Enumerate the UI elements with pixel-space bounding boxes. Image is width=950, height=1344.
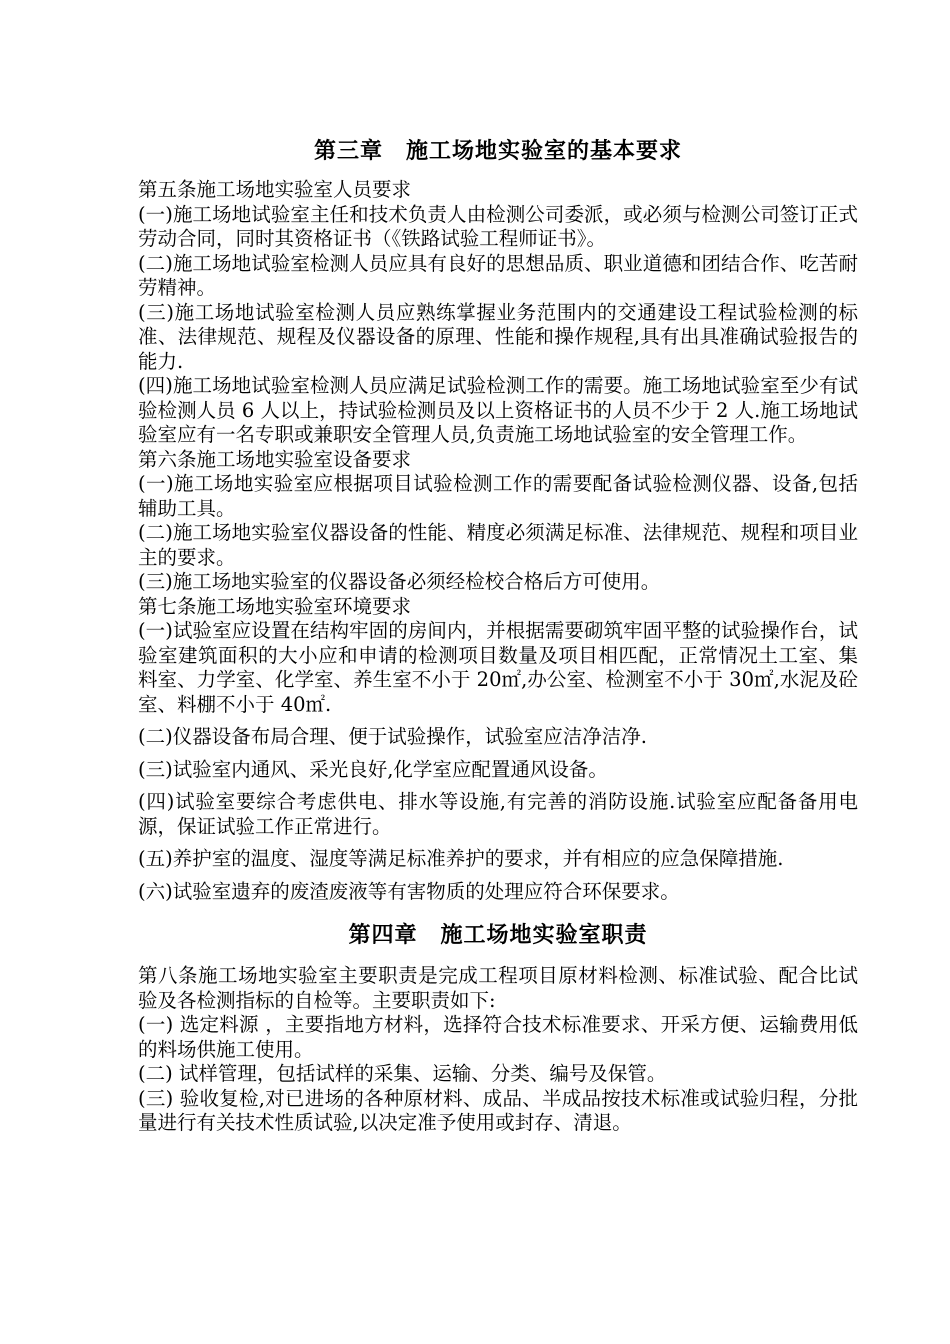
- article-7-item-1: (一)试验室应设置在结构牢固的房间内，并根据需要砌筑牢固平整的试验操作台，试验室建筑面积的大小应和申请的检测项目数量及项目相匹配，正常情况土工室、集料室、力学室、化学室、养生室不小于 20㎡,办公室、检测室不小于 30㎡,水泥及砼室、料棚不小于 40㎡.: [138, 619, 858, 716]
- article-7-item-3: (三)试验室内通风、采光良好,化学室应配置通风设备。: [138, 757, 608, 781]
- article-7-heading: 第七条施工场地实验室环境要求: [138, 594, 412, 618]
- article-8-item-1: (一) 选定料源 ，主要指地方材料，选择符合技术标准要求、开采方便、运输费用低的料场供施工使用。: [138, 1013, 858, 1061]
- article-8-item-3: (三) 验收复检,对已进场的各种原材料、成品、半成品按技术标准或试验归程，分批量进行有关技术性质试验,以决定准予使用或封存、清退。: [138, 1086, 858, 1134]
- article-6-item-3: (三)施工场地实验室的仪器设备必须经检校合格后方可使用。: [138, 570, 661, 593]
- article-8-item-2: (二) 试样管理，包括试样的采集、运输、分类、编号及保管。: [138, 1062, 667, 1085]
- document-page: [138, 130, 858, 1136]
- chapter-4-title: 第四章 施工场地实验室职责: [348, 923, 648, 948]
- article-7-item-6: (六)试验室遗弃的废渣废液等有害物质的处理应符合环保要求。: [138, 879, 680, 903]
- chapter-3-title: 第三章 施工场地实验室的基本要求: [313, 139, 682, 164]
- article-5-item-1: (一)施工场地试验室主任和技术负责人由检测公司委派，或必须与检测公司签订正式劳动合同，同时其资格证书（《铁路试验工程师证书》。: [138, 202, 858, 250]
- article-5-item-3: (三)施工场地试验室检测人员应熟练掌握业务范围内的交通建设工程试验检测的标准、法律规范、规程及仪器设备的原理、性能和操作规程,具有出具准确试验报告的能力.: [138, 300, 858, 373]
- article-6-item-2: (二)施工场地实验室仪器设备的性能、精度必须满足标准、法律规范、规程和项目业主的要求。: [138, 521, 858, 569]
- article-8-intro: 第八条施工场地实验室主要职责是完成工程项目原材料检测、标准试验、配合比试验及各检测指标的自检等。主要职责如下:: [138, 964, 858, 1012]
- article-7-item-2: (二)仪器设备布局合理、便于试验操作，试验室应洁净洁净.: [138, 725, 647, 748]
- article-5-heading: 第五条施工场地实验室人员要求: [138, 178, 412, 201]
- article-7-item-5: (五)养护室的温度、湿度等满足标准养护的要求，并有相应的应急保障措施.: [138, 847, 784, 870]
- article-5-item-2: (二)施工场地试验室检测人员应具有良好的思想品质、职业道德和团结合作、吃苦耐劳精神。: [138, 251, 858, 299]
- article-5-item-4: (四)施工场地试验室检测人员应满足试验检测工作的需要。施工场地试验室至少有试验检测人员 6 人以上，持试验检测员及以上资格证书的人员不少于 2 人.施工场地试验室应有一名专职或兼职安全管理人员,负责施工场地试验室的安全管理工作。: [138, 374, 858, 446]
- article-7-item-4: (四)试验室要综合考虑供电、排水等设施,有完善的消防设施.试验室应配备备用电源，保证试验工作正常进行。: [138, 790, 858, 838]
- article-6-item-1: (一)施工场地实验室应根据项目试验检测工作的需要配备试验检测仪器、设备,包括辅助工具。: [138, 472, 858, 520]
- article-6-heading: 第六条施工场地实验室设备要求: [138, 447, 412, 471]
